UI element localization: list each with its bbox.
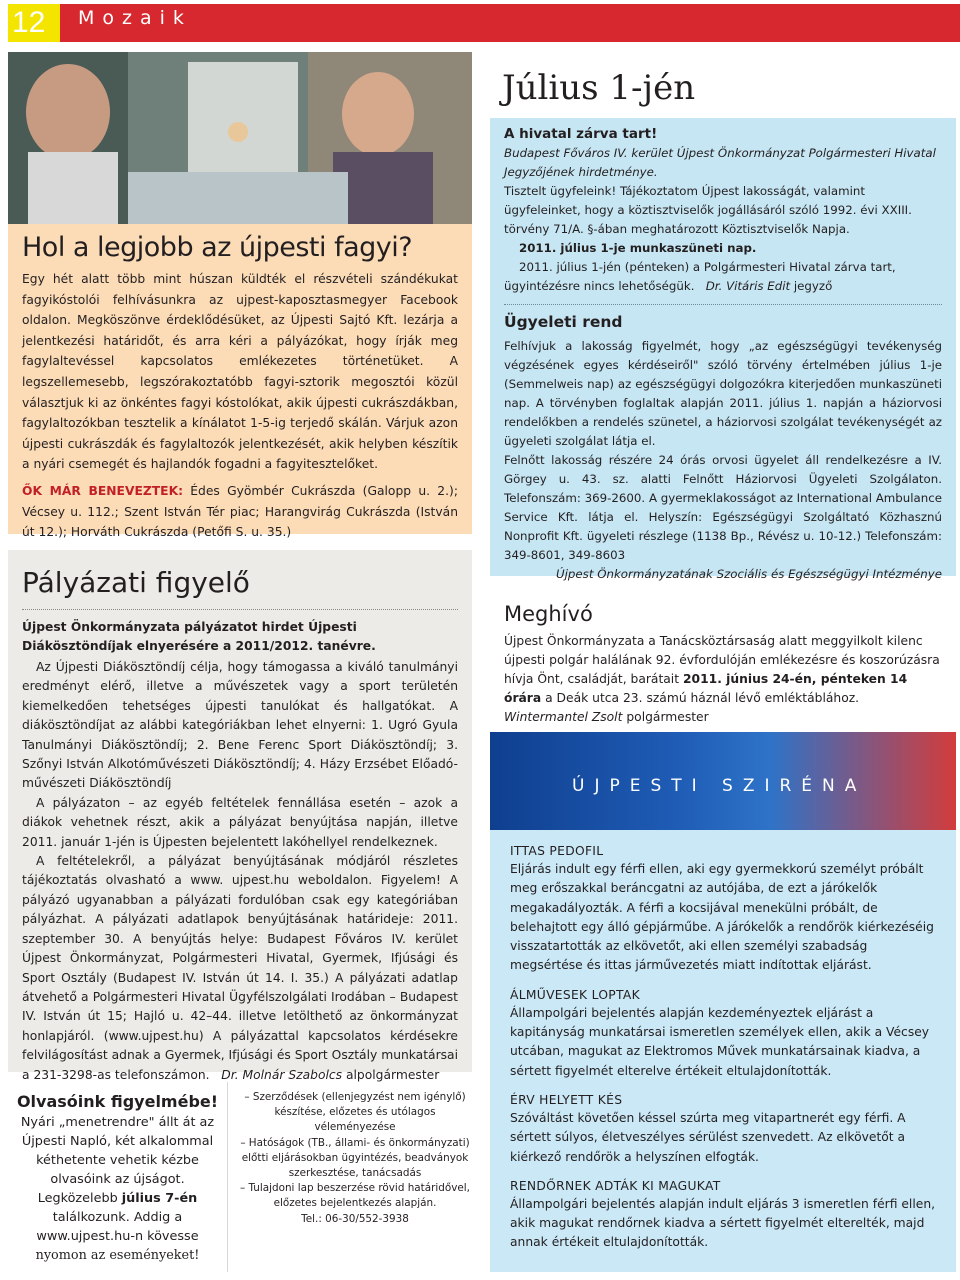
readers-notice: [8, 1082, 228, 1272]
july-issuer: Budapest Főváros IV. kerület Újpest Önkormányzat Polgármesteri Hivatal Jegyzőjének hirdetménye.: [504, 146, 936, 179]
szirena-section: [490, 732, 956, 1272]
legal-services-3: – Tulajdoni lap beszerzése rövid határidővel, előzetes bejelentkezés alapján.: [240, 1182, 470, 1210]
szirena-item-text: Szóváltást követően késsel szúrta meg vitapartnerét egy férfi. A sértett súlyos, életveszélyes sérülést szenvedett. Az elkövetőt a kiérkező rendőrök a helyszínen elfogták.: [510, 1110, 906, 1164]
ugyeleti-signature: Újpest Önkormányzatának Szociális és Egészségügyi Intézménye: [556, 567, 942, 581]
szirena-item-title: ÁLMŰVESEK LOPTAK: [510, 987, 640, 1002]
section-title: Mozaik: [78, 7, 192, 29]
legal-services-ad: [238, 1090, 472, 1270]
szirena-item-title: ÉRV HELYETT KÉS: [510, 1092, 623, 1107]
ugyeleti-p1: Felhívjuk a lakosság figyelmét, hogy „az egészségügyi tevékenység végzésének egyes kérdéseiről" szóló törvény értelmében július 1-je (Semmelweis nap) az egészségügyi dolgozókra kiterjedően munkaszüneti nap. A törvényben foglaltak alapján 2011. július 1. napján a háziorvosi rendelőkben a rendelés szünetel, a háziorvosi szolgálat tevékenységét az ügyeleti szolgálat látja el.: [504, 339, 942, 448]
readers-notice-line1: Nyári „menetrendre" állt át az Újpesti Napló, két alkalommal kéthetente vehetik kézbe olvasóink az újságot.: [20, 1115, 215, 1187]
fagyi-title: Hol a legjobb az újpesti fagyi?: [22, 232, 413, 263]
szirena-item-title: RENDŐRNEK ADTÁK KI MAGUKAT: [510, 1178, 721, 1193]
line2-pre: Legközelebb: [37, 1191, 118, 1206]
palyazat-p3-text: A feltételekről, a pályázat benyújtásának módjáról részletes tájékoztatás olvasható a www. ujpest.hu weboldalon. Figyelem! A pályázó ugyanabban a pályázati fordulóban csak egy kategóriában pályázhat. A pályázati adatlapok benyújtásának határideje: 2011. szeptember 30. A benyújtás helye: Budapest Főváros IV. kerület Újpest Önkormányzat, Polgármesteri Hivatal, Gyermek, Ifjúsági és Sport Osztály (Budapest IV. István út 14. I. 35.) A pályázati adatlap átvehető a Polgármesteri Hivatal Ügyfélszolgálati Irodában – Budapest IV. István út 15; Hajló u. 42–44. illetve letölthető az önkormányzat honlapjáról. (www.ujpest.hu) A pályázattal kapcsolatos kérdésekre felvilágosítást adnak a Gyermek, Ifjúsági és Sport Osztály munkatársai a 231-3298-as telefonszámon.: [22, 854, 458, 1082]
july-signature-title: jegyző: [793, 279, 833, 293]
invitation-pre: Újpest Önkormányzata a Tanácsköztársaság alatt meggyilkolt kilenc újpesti polgár halálának 92. évfordulóján emlékezésre és koszorúzásra hívja Önt, családját, barátait: [504, 634, 940, 686]
nominees-label: ŐK MÁR BENEVEZTEK:: [22, 483, 184, 498]
palyazat-p1: Az Újpesti Diákösztöndíj célja, hogy támogassa a kiváló tanulmányi eredményt elérő, illetve a művészetek vagy a sport területén kiemelkedően tehetséges újpesti tanulókat és hallgatókat. A diákösztöndíjat az alábbi kategóriákban lehet elnyerni: 1. Ugró Gyula Tanulmányi Diákösztöndíj; 2. Bene Ferenc Sport Diákösztöndíj; 3. Szőnyi István Alkotóművészeti Diákösztöndíj; 4. Házy Erzsébet Előadó-művészeti Diákösztöndíj: [22, 660, 458, 791]
szirena-item-title: ITTAS PEDOFIL: [510, 844, 604, 858]
invitation-text: [504, 632, 942, 727]
ugyeleti-title: Ügyeleti rend: [504, 313, 623, 331]
palyazat-p3: [22, 852, 458, 1085]
legal-services-2: – Hatóságok (TB., állami- és önkormányzati) előtti eljárásokban ügyintézés, beadványok szerkesztése, tanácsadás: [240, 1136, 470, 1180]
page-number: 12: [8, 4, 60, 42]
invitation-signature-title: polgármester: [626, 710, 709, 724]
divider: [504, 304, 942, 305]
july-p1-text: Tájékoztatom Újpest lakosságát, valamint ügyfeleinket, hogy a köztisztviselők jogállásáról szóló 1992. évi XXIII. törvény 71/A. §-ában meghatározott Köztisztviselők Napja.: [504, 184, 912, 236]
palyazat-lead: Újpest Önkormányzata pályázatot hirdet Újpesti Diákösztöndíjak elnyerésére a 2011/2012. tanévre.: [22, 620, 376, 653]
ice-cream-photo: [8, 52, 472, 224]
july-subtitle: A hivatal zárva tart!: [504, 126, 658, 142]
palyazat-article: [8, 550, 472, 1082]
palyazat-signature-title: alpolgármester: [345, 1067, 440, 1082]
szirena-item-text: Állampolgári bejelentés alapján kezdeményeztek eljárást a kapitányság munkatársai ismeretlen személyek ellen, akik a Vécsey utcában, magukat az Elektromos Művek munkatársainak kiadva, a sértett figyelmét elterelve értékeit eltulajdonították.: [510, 1005, 930, 1078]
line2-post: találkozunk. Addig a www.ujpest.hu-n kövesse: [36, 1210, 199, 1244]
july-p1: [504, 182, 942, 239]
invitation-signature: Wintermantel Zsolt: [504, 710, 623, 724]
invitation-post: a Deák utca 23. számú háznál lévő emléktáblához.: [545, 691, 860, 705]
szirena-banner: [490, 732, 956, 830]
july-p2-bold: 2011. július 1-je munkaszüneti nap.: [519, 241, 757, 255]
palyazat-title: Pályázati figyelő: [22, 566, 250, 599]
palyazat-p2: A pályázaton – az egyéb feltételek fennállása esetén – azok a diákok vehetnek részt, akik a pályázat benyújtása napján, illetve 2011. január 1-jén is Újpesten bejelentett lakóhellyel rendelkeznek.: [22, 795, 458, 849]
divider: [22, 609, 458, 610]
readers-notice-line2: [8, 1189, 227, 1246]
fagyi-article: [8, 224, 472, 540]
invitation: [490, 598, 956, 724]
invitation-date: 2011. június 24-én, pénteken 14 órára: [504, 672, 908, 705]
fagyi-body: Egy hét alatt több mint húszan küldték el részvételi szándékukat fagyikóstolói felhívásunkra az ujpest-kaposztasmegyer Facebook oldalon. Megköszönve érdeklődésüket, az Újpesti Sajtó Kft. lezárja a jelentkezési határidőt, és arra kéri a pályázókat, hogy írják meg fagylaltevéssel kapcsolatos emlékezetes történetüket. A legszellemesebb, legszórakoztatóbb fagyi-sztorik megosztói közül választjuk ki az önkéntes fagyi kóstolókat, akik újpesti cukrászdákban, fagylaltozókban tesztelik a kínálatot 1-5-ig terjedő skálán. Várjuk azon újpesti cukrászdák és fagylaltozók jelentkezését, akik helyben készítik a nyári csemegét és hajlandók fogadni a fagyitesztelőket.: [22, 272, 458, 472]
legal-services-1: – Szerződések (ellenjegyzést nem igénylő) készítése, előzetes és utólagos véleményezése: [244, 1091, 466, 1134]
july-header: [490, 56, 956, 118]
july-signature: Dr. Vitáris Edit: [705, 279, 791, 293]
szirena-item-text: Eljárás indult egy férfi ellen, aki egy gyermekkorú személyt próbált meg erőszakkal beráncgatni az autójába, de ezt a járókelők megakadályozták. A férfi a kocsijával menekülni próbált, de belehajtott egy álló gépjárműbe. A járókelők a rendőrök kiérkezéséig visszatartották az elkövetőt, aki ellen személyi szabadság megsértése és ittas járművezetés miatt indítottak eljárást.: [510, 862, 934, 973]
legal-services-phone: Tel.: 06-30/552-3938: [301, 1212, 409, 1225]
ugyeleti-p2: Felnőtt lakosság részére 24 órás orvosi ügyelet áll rendelkezésre a IV. Görgey u. 43. sz. alatti Felnőtt Háziorvosi Ügyeleti Szolgálaton. Telefonszám: 369-2600. A gyermeklakosságot az International Ambulance Service Kft. látja el. Helyszín: Egészségügyi Szolgáltató Közhasznú Nonprofit Kft. ügyeleti részlege (1138 Bp., Révész u. 10-12.) Telefonszám: 349-8601, 349-8603: [504, 453, 942, 562]
july-p2: [504, 239, 942, 258]
line2-date: július 7-én: [121, 1191, 198, 1206]
july-p3: [504, 258, 942, 296]
july-p3-text: 2011. július 1-jén (pénteken) a Polgármesteri Hivatal zárva tart, ügyintézésre nincs lehetőségük.: [504, 260, 896, 293]
invitation-title: Meghívó: [504, 602, 593, 626]
szirena-body: [490, 830, 956, 1272]
fagyi-nominees: [22, 481, 458, 543]
july-body: [490, 118, 956, 581]
readers-notice-title: Olvasóink figyelmébe!: [16, 1092, 219, 1111]
july-greeting: Tisztelt ügyfeleink!: [504, 184, 617, 198]
palyazat-signature: Dr. Molnár Szabolcs: [221, 1067, 343, 1082]
header-bar: [60, 4, 960, 42]
july-notice: [490, 56, 956, 581]
nominees-list: Édes Gyömbér Cukrászda (Galopp u. 2.); Vécsey u. 112.; Szent István Tér piac; Harangvirág Cukrászda (István út 12.); Horváth Cukrászda (Petőfi S. u. 35.): [22, 483, 458, 540]
july-title: Július 1-jén: [502, 68, 696, 108]
szirena-item-text: Állampolgári bejelentés alapján indult eljárás 3 ismeretlen férfi ellen, akik magukat rendőrnek kiadva a sértett figyelmét elterelték, majd annak értékeit eltulajdonították.: [510, 1196, 936, 1250]
szirena-banner-title: ÚJPESTI SZIRÉNA: [572, 776, 867, 796]
readers-notice-line3: nyomon az eseményeket!: [35, 1248, 200, 1263]
